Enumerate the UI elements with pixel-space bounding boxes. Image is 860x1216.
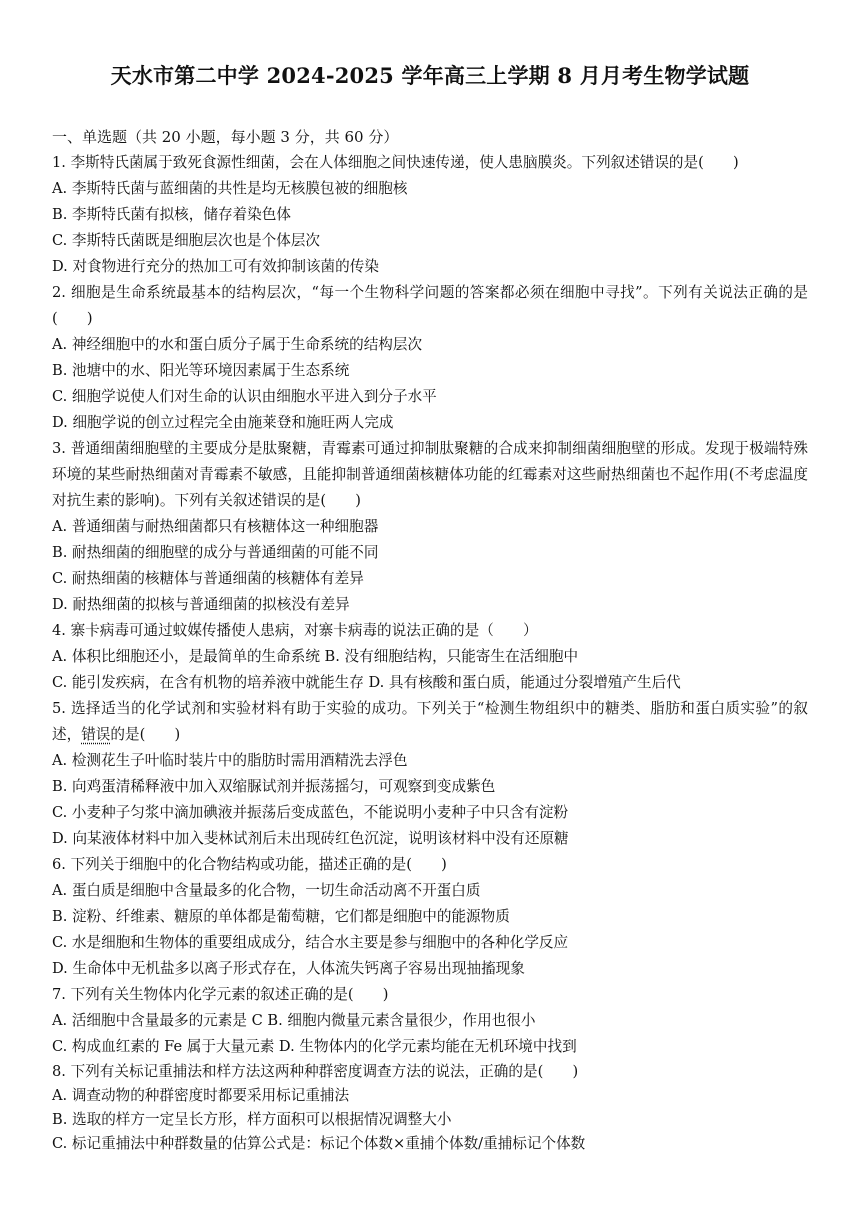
option-b: B. 耐热细菌的细胞壁的成分与普通细菌的可能不同 <box>52 544 379 561</box>
question-stem: 1. 李斯特氏菌属于致死食源性细菌，会在人体细胞之间快速传递，使人患脑膜炎。下列叙述错误的是( ) <box>52 154 739 171</box>
option-a: A. 蛋白质是细胞中含量最多的化合物，一切生命活动离不开蛋白质 <box>52 882 481 899</box>
question-stem: 4. 寨卡病毒可通过蚊媒传播使人患病，对寨卡病毒的说法正确的是（ ） <box>52 622 538 639</box>
question-2 <box>52 280 808 436</box>
question-stem: 7. 下列有关生物体内化学元素的叙述正确的是( ) <box>52 986 389 1003</box>
option-c: C. 耐热细菌的核糖体与普通细菌的核糖体有差异 <box>52 570 364 587</box>
option-row-cd: C. 能引发疾病，在含有机物的培养液中就能生存 D. 具有核酸和蛋白质，能通过分裂增殖产生后代 <box>52 674 681 691</box>
option-b: B. 淀粉、纤维素、糖原的单体都是葡萄糖，它们都是细胞中的能源物质 <box>52 908 510 925</box>
option-c: C. 小麦种子匀浆中滴加碘液并振荡后变成蓝色，不能说明小麦种子中只含有淀粉 <box>52 804 569 821</box>
question-1 <box>52 150 808 280</box>
question-stem-pre: 5. 选择适当的化学试剂和实验材料有助于实验的成功。下列关于“检测生物组织中的糖类、脂肪和蛋白质实验”的叙述， <box>52 700 808 743</box>
option-b: B. 池塘中的水、阳光等环境因素属于生态系统 <box>52 362 350 379</box>
option-c: C. 细胞学说使人们对生命的认识由细胞水平进入到分子水平 <box>52 388 437 405</box>
emphasis-mark: 错误 <box>81 726 111 743</box>
exam-title: 天水市第二中学 2024-2025 学年高三上学期 8 月月考生物学试题 <box>110 63 750 88</box>
option-c: C. 标记重捕法中种群数量的估算公式是：标记个体数×重捕个体数/重捕标记个体数 <box>52 1135 586 1152</box>
option-d: D. 细胞学说的创立过程完全由施莱登和施旺两人完成 <box>52 414 394 431</box>
option-a: A. 李斯特氏菌与蓝细菌的共性是均无核膜包被的细胞核 <box>52 180 408 197</box>
option-b: B. 向鸡蛋清稀释液中加入双缩脲试剂并振荡摇匀，可观察到变成紫色 <box>52 778 496 795</box>
option-a: A. 检测花生子叶临时装片中的脂肪时需用酒精洗去浮色 <box>52 752 408 769</box>
option-row-ab: A. 活细胞中含量最多的元素是 C B. 细胞内微量元素含量很少，作用也很小 <box>52 1012 536 1029</box>
option-row-ab: A. 体积比细胞还小，是最简单的生命系统 B. 没有细胞结构，只能寄生在活细胞中 <box>52 648 579 665</box>
option-a: A. 神经细胞中的水和蛋白质分子属于生命系统的结构层次 <box>52 336 423 353</box>
option-a: A. 调查动物的种群密度时都要采用标记重捕法 <box>52 1087 350 1104</box>
question-stem-post: 的是( ) <box>110 726 181 743</box>
question-stem <box>52 696 808 748</box>
option-d: D. 向某液体材料中加入斐林试剂后未出现砖红色沉淀，说明该材料中没有还原糖 <box>52 830 569 847</box>
option-d: D. 对食物进行充分的热加工可有效抑制该菌的传染 <box>52 258 379 275</box>
question-4 <box>52 618 808 696</box>
question-3 <box>52 436 808 618</box>
section-heading: 一、单选题（共 20 小题，每小题 3 分，共 60 分） <box>52 128 399 146</box>
option-b: B. 选取的样方一定呈长方形，样方面积可以根据情况调整大小 <box>52 1111 452 1128</box>
option-b: B. 李斯特氏菌有拟核，储存着染色体 <box>52 206 291 223</box>
option-row-cd: C. 构成血红素的 Fe 属于大量元素 D. 生物体内的化学元素均能在无机环境中找到 <box>52 1038 577 1055</box>
question-7 <box>52 982 808 1060</box>
question-stem: 2. 细胞是生命系统最基本的结构层次，“每一个生物科学问题的答案都必须在细胞中寻找”。下列有关说法正确的是( ) <box>52 284 808 327</box>
option-d: D. 生命体中无机盐多以离子形式存在，人体流失钙离子容易出现抽搐现象 <box>52 960 525 977</box>
question-8 <box>52 1060 808 1156</box>
option-c: C. 水是细胞和生物体的重要组成成分，结合水主要是参与细胞中的各种化学反应 <box>52 934 569 951</box>
question-stem: 6. 下列关于细胞中的化合物结构或功能，描述正确的是( ) <box>52 856 447 873</box>
option-d: D. 耐热细菌的拟核与普通细菌的拟核没有差异 <box>52 596 350 613</box>
option-c: C. 李斯特氏菌既是细胞层次也是个体层次 <box>52 232 321 249</box>
question-6 <box>52 852 808 982</box>
question-stem: 8. 下列有关标记重捕法和样方法这两种种群密度调查方法的说法，正确的是( ) <box>52 1063 579 1080</box>
question-stem: 3. 普通细菌细胞壁的主要成分是肽聚糖，青霉素可通过抑制肽聚糖的合成来抑制细菌细胞壁的形成。发现于极端特殊环境的某些耐热细菌对青霉素不敏感，且能抑制普通细菌核糖体功能的红霉素对这些耐热细菌也不起作用(不考虑温度对抗生素的影响)。下列有关叙述错误的是( ) <box>52 440 808 509</box>
option-a: A. 普通细菌与耐热细菌都只有核糖体这一种细胞器 <box>52 518 379 535</box>
question-5 <box>52 696 808 852</box>
